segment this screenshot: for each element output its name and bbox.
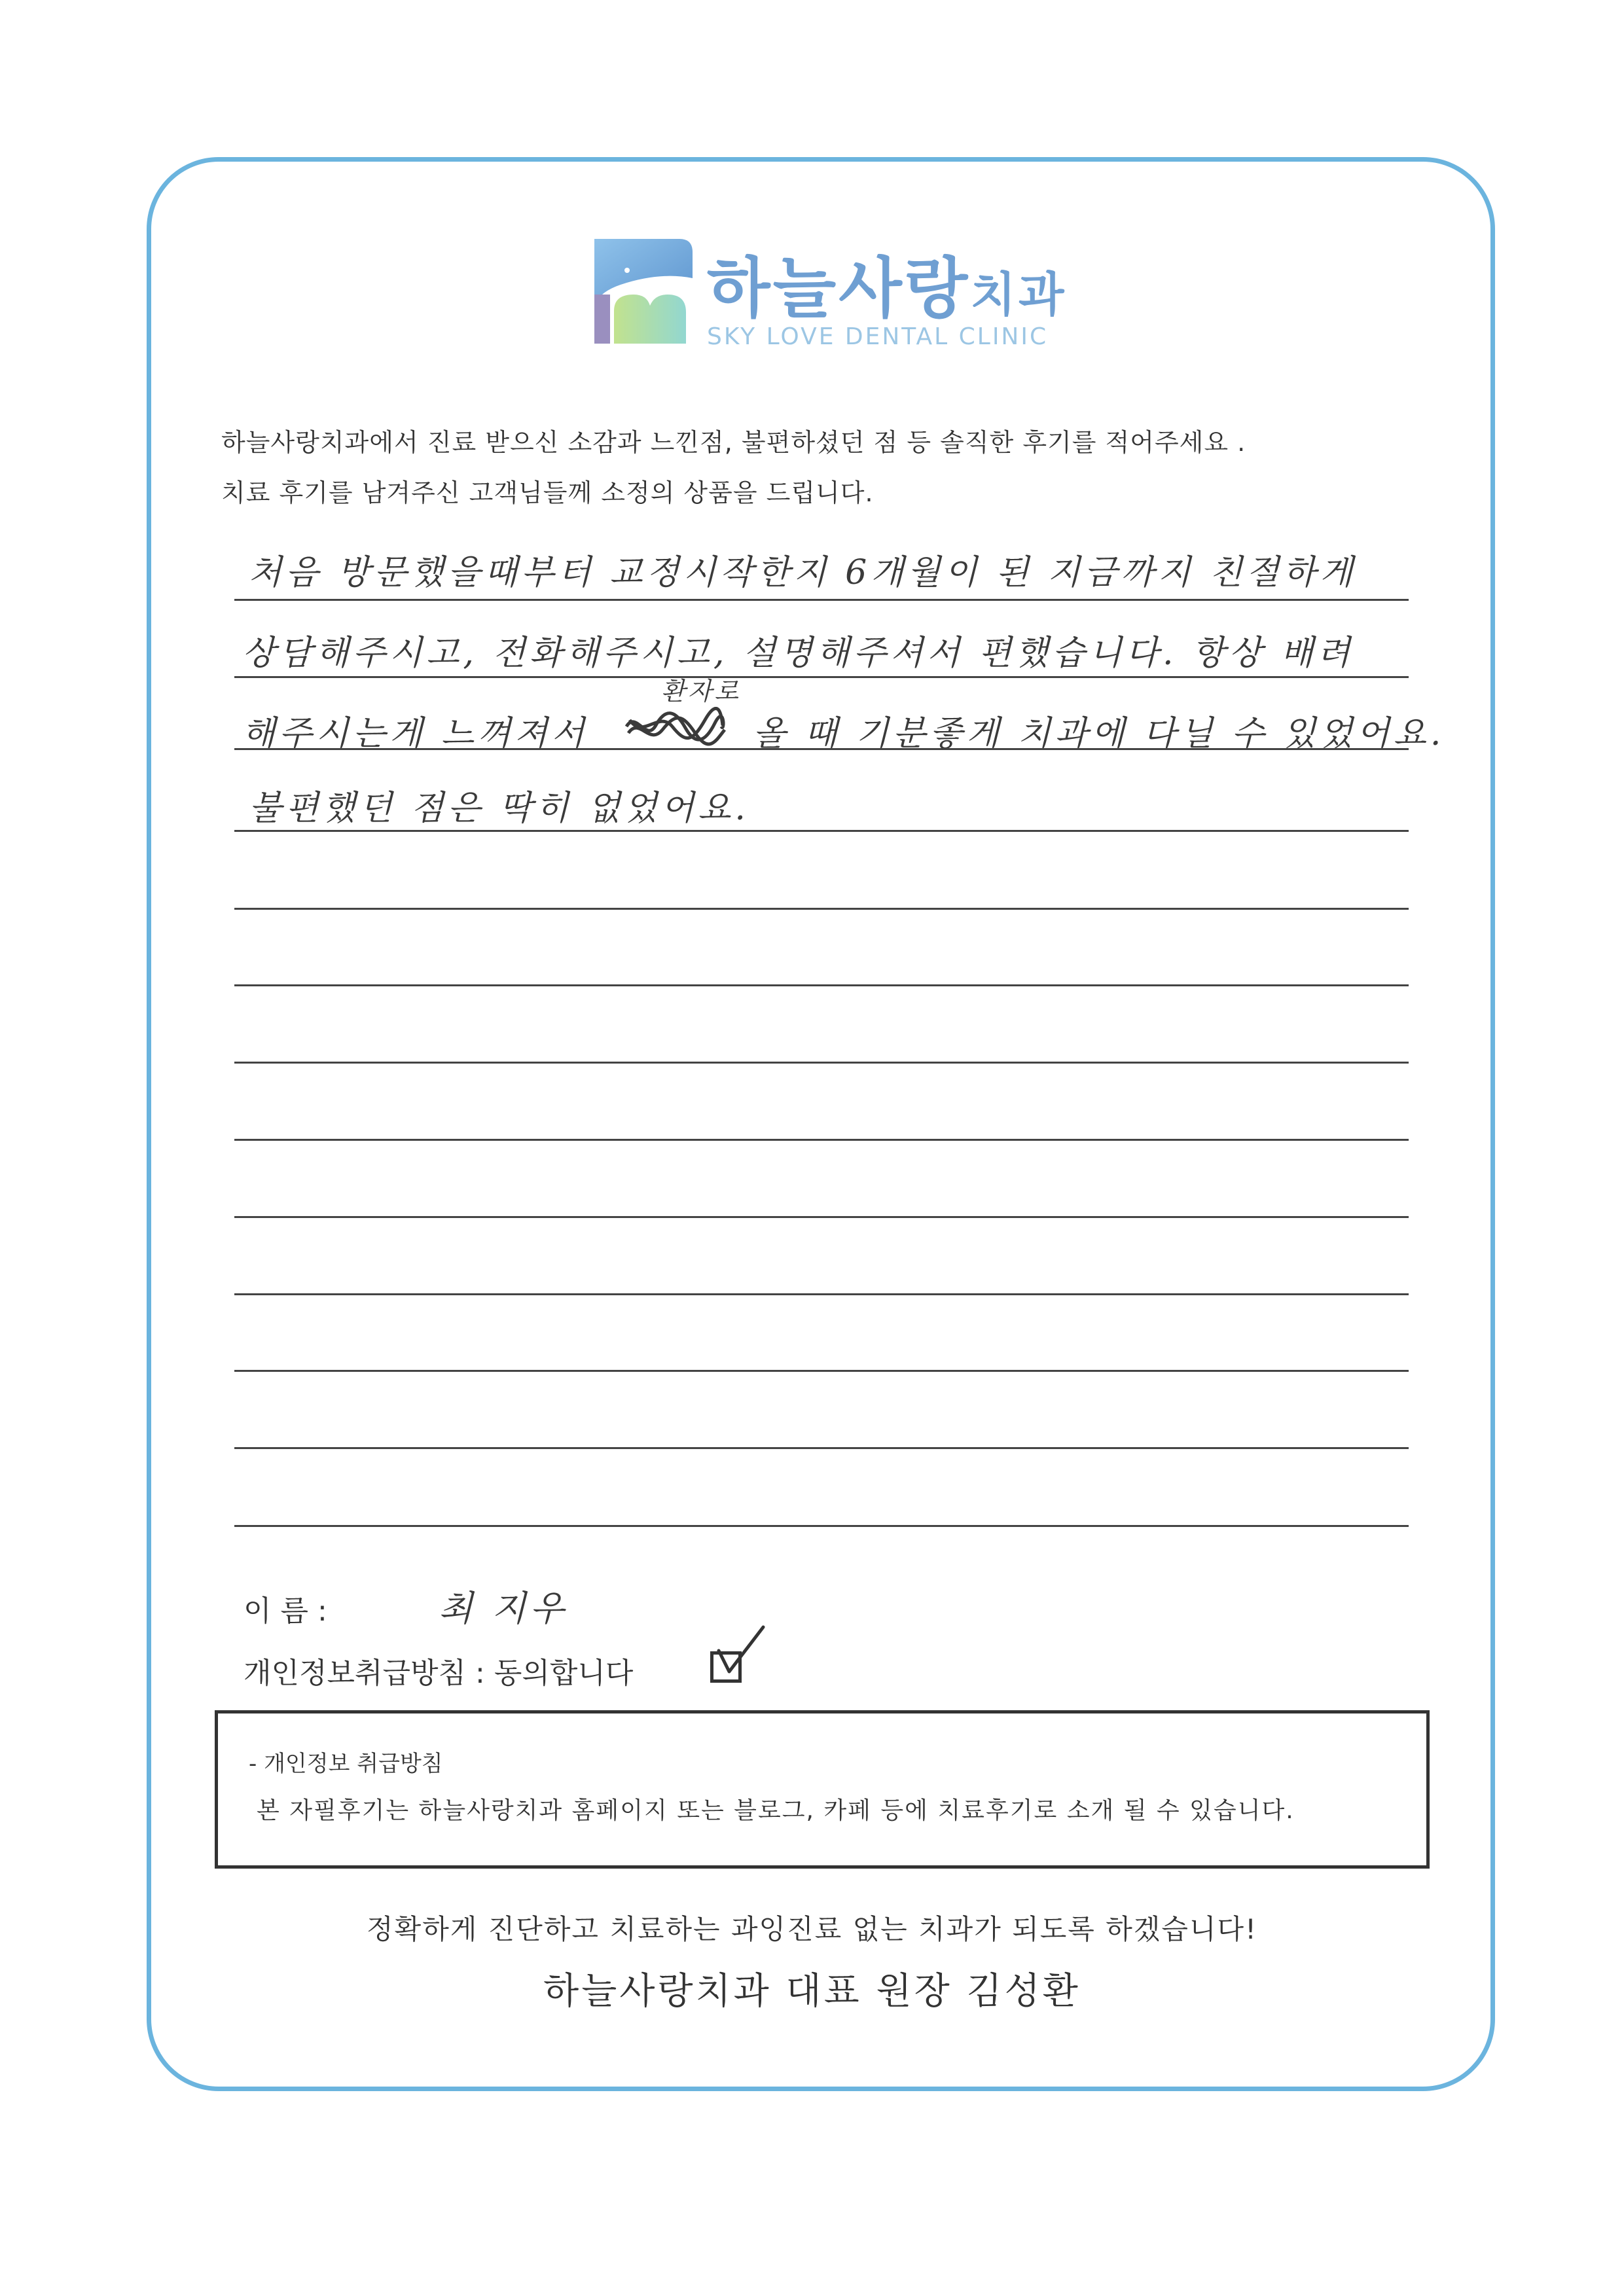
writing-line <box>234 1139 1409 1141</box>
writing-line <box>234 676 1409 678</box>
writing-line <box>234 1370 1409 1372</box>
privacy-notice-body: 본 자필후기는 하늘사랑치과 홈페이지 또는 블로그, 카페 등에 치료후기로 소개 될 수 있습니다. <box>257 1797 1295 1824</box>
scribble-crossout <box>623 707 728 746</box>
consent-label: 개인정보취급방침 : 동의합니다 <box>244 1657 634 1690</box>
closing-signature: 하늘사랑치과 대표 원장 김성환 <box>543 1970 1081 2013</box>
review-line-3a: 해주시는게 느껴져서 <box>242 714 588 753</box>
review-line-1: 처음 방문했을때부터 교정시작한지 6개월이 된 지금까지 친절하게 <box>249 553 1357 592</box>
review-line-3b: 올 때 기분좋게 치과에 다닐 수 있었어요. <box>753 714 1445 753</box>
writing-line <box>234 1447 1409 1449</box>
checkmark-icon <box>715 1624 767 1677</box>
writing-line <box>234 599 1409 601</box>
instruction-line-1: 하늘사랑치과에서 진료 받으신 소감과 느낀점, 불편하셨던 점 등 솔직한 후기를 적어주세요 . <box>221 428 1246 457</box>
logo-subtitle: SKY LOVE DENTAL CLINIC <box>707 323 1049 350</box>
writing-line <box>234 830 1409 832</box>
closing-pledge: 정확하게 진단하고 치료하는 과잉진료 없는 치과가 되도록 하겠습니다! <box>367 1913 1257 1945</box>
review-line-4: 불편했던 점은 딱히 없었어요. <box>249 789 749 828</box>
review-insertion: 환자로 <box>661 677 742 706</box>
clinic-logo-icon <box>581 232 699 350</box>
writing-line <box>234 748 1409 750</box>
name-label: 이 름 : <box>244 1594 327 1628</box>
logo-title: 하늘사랑치과 <box>707 250 1067 327</box>
privacy-notice-title: - 개인정보 취급방침 <box>249 1751 443 1777</box>
writing-line <box>234 1293 1409 1295</box>
writing-line <box>234 908 1409 910</box>
writing-line <box>234 1525 1409 1527</box>
review-line-2: 상담해주시고, 전화해주시고, 설명해주셔서 편했습니다. 항상 배려 <box>242 634 1354 673</box>
writing-line <box>234 984 1409 986</box>
instruction-line-2: 치료 후기를 남겨주신 고객님들께 소정의 상품을 드립니다. <box>221 478 874 507</box>
writing-line <box>234 1062 1409 1064</box>
privacy-notice-box <box>215 1710 1430 1869</box>
writing-line <box>234 1216 1409 1218</box>
name-value: 최 지우 <box>439 1588 568 1629</box>
